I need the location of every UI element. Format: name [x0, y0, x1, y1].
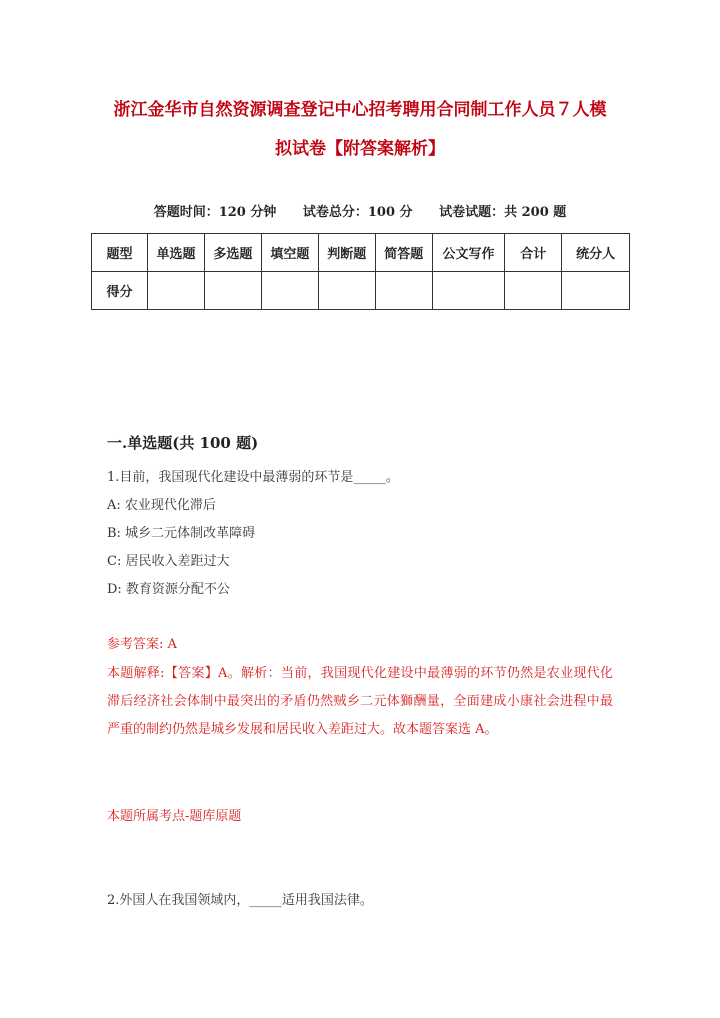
- score-cell: [562, 272, 630, 310]
- exam-time: 答题时间：120 分钟: [153, 205, 277, 220]
- question-1-stem: 1.目前，我国现代化建设中最薄弱的环节是_____。: [107, 470, 399, 485]
- score-row-label: 得分: [92, 272, 148, 310]
- header-cell: 判断题: [318, 234, 375, 272]
- header-cell: 公文写作: [432, 234, 505, 272]
- document-title-line-2: 拟试卷【附答案解析】: [275, 139, 445, 159]
- score-cell: [505, 272, 562, 310]
- question-1-option-a: A: 农业现代化滞后: [107, 498, 216, 513]
- question-1-option-c: C: 居民收入差距过大: [107, 554, 230, 569]
- exam-total-score: 试卷总分：100 分: [302, 205, 413, 220]
- score-cell: [318, 272, 375, 310]
- score-cell: [375, 272, 432, 310]
- score-cell: [204, 272, 261, 310]
- question-1-explanation: 本题解释:【答案】A。解析：当前，我国现代化建设中最薄弱的环节仍然是农业现代化滞后经济社会体制中最突出的矛盾仍然贼乡二元体獅酬量，全面建成小康社会进程中最严重的制约仍然是城乡发展和居民收入差距过大。故本题答案选 A。: [107, 666, 613, 737]
- header-cell: 填空题: [261, 234, 318, 272]
- score-table: [91, 233, 630, 310]
- header-cell: 单选题: [147, 234, 204, 272]
- header-cell: 多选题: [204, 234, 261, 272]
- document-title-line-1: 浙江金华市自然资源调查登记中心招考聘用合同制工作人员７人模: [113, 100, 607, 120]
- score-table-header-row: [92, 234, 630, 272]
- question-1-option-b: B: 城乡二元体制改革障碍: [107, 526, 256, 541]
- score-cell: [147, 272, 204, 310]
- header-cell: 合计: [505, 234, 562, 272]
- section-heading: 一.单选题(共 100 题): [107, 434, 259, 452]
- header-cell: 题型: [92, 234, 148, 272]
- question-1-option-d: D: 教育资源分配不公: [107, 582, 230, 597]
- score-cell: [261, 272, 318, 310]
- score-table-score-row: [92, 272, 630, 310]
- question-1-source: 本题所属考点-题库原题: [107, 809, 242, 824]
- exam-question-count: 试卷试题：共 200 题: [439, 205, 567, 220]
- question-2-stem: 2.外国人在我国领域内，_____适用我国法律。: [107, 893, 373, 908]
- header-cell: 简答题: [375, 234, 432, 272]
- question-1-answer: 参考答案: A: [107, 637, 177, 652]
- exam-meta: [0, 201, 720, 220]
- score-cell: [432, 272, 505, 310]
- header-cell: 统分人: [562, 234, 630, 272]
